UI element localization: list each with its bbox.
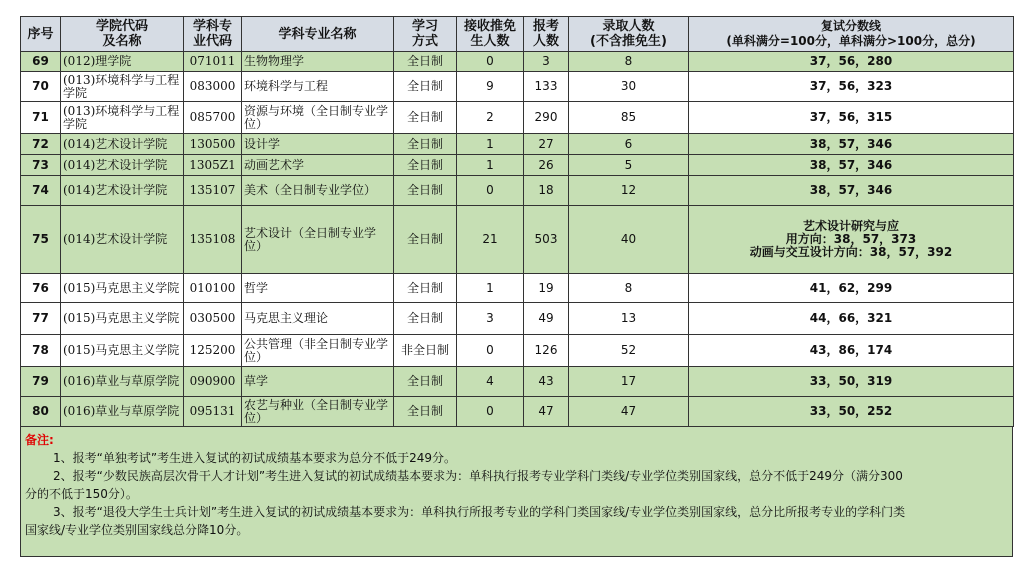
cell-index: 77 xyxy=(21,303,61,335)
cell-study-mode: 非全日制 xyxy=(394,335,457,367)
cell-study-mode: 全日制 xyxy=(394,367,457,397)
cell-retest-score: 33，50，319 xyxy=(689,367,1014,397)
table-row xyxy=(21,52,1014,72)
cell-college: (016)草业与草原学院 xyxy=(61,397,184,427)
admission-score-table xyxy=(20,16,1014,427)
cell-major-code: 083000 xyxy=(184,72,242,102)
cell-retest-score: 33，50，252 xyxy=(689,397,1014,427)
cell-index: 79 xyxy=(21,367,61,397)
cell-college: (013)环境科学与工程学院 xyxy=(61,72,184,102)
cell-recommended: 3 xyxy=(457,303,524,335)
cell-retest-score: 37，56，280 xyxy=(689,52,1014,72)
cell-college: (012)理学院 xyxy=(61,52,184,72)
cell-retest-score: 37，56，323 xyxy=(689,72,1014,102)
table-row xyxy=(21,102,1014,134)
note-3-line-2: 国家线/专业学位类别国家线总分降10分。 xyxy=(25,523,249,537)
cell-recommended: 1 xyxy=(457,155,524,176)
cell-major-code: 085700 xyxy=(184,102,242,134)
cell-admitted: 12 xyxy=(569,176,689,206)
cell-admitted: 17 xyxy=(569,367,689,397)
cell-major-code: 071011 xyxy=(184,52,242,72)
cell-major-code: 125200 xyxy=(184,335,242,367)
table-row xyxy=(21,367,1014,397)
table-row xyxy=(21,274,1014,303)
cell-admitted: 30 xyxy=(569,72,689,102)
cell-recommended: 0 xyxy=(457,176,524,206)
cell-admitted: 52 xyxy=(569,335,689,367)
cell-admitted: 13 xyxy=(569,303,689,335)
score-line: 动画与交互设计方向：38，57，392 xyxy=(749,245,953,259)
cell-major-code: 135108 xyxy=(184,206,242,274)
cell-major-name: 马克思主义理论 xyxy=(242,303,394,335)
cell-index: 73 xyxy=(21,155,61,176)
table-row xyxy=(21,155,1014,176)
cell-admitted: 8 xyxy=(569,52,689,72)
cell-major-name: 资源与环境（全日制专业学位） xyxy=(242,102,394,134)
cell-retest-score: 38，57，346 xyxy=(689,176,1014,206)
cell-major-name: 美术（全日制专业学位） xyxy=(242,176,394,206)
cell-college: (014)艺术设计学院 xyxy=(61,206,184,274)
cell-index: 72 xyxy=(21,134,61,155)
cell-major-name: 环境科学与工程 xyxy=(242,72,394,102)
cell-applicants: 503 xyxy=(524,206,569,274)
cell-admitted: 85 xyxy=(569,102,689,134)
header-recommended: 接收推免 生人数 xyxy=(457,17,524,52)
table-row xyxy=(21,303,1014,335)
cell-major-name: 生物物理学 xyxy=(242,52,394,72)
cell-applicants: 26 xyxy=(524,155,569,176)
cell-index: 70 xyxy=(21,72,61,102)
cell-major-code: 030500 xyxy=(184,303,242,335)
cell-applicants: 43 xyxy=(524,367,569,397)
cell-recommended: 4 xyxy=(457,367,524,397)
score-line: 艺术设计研究与应 xyxy=(802,219,899,233)
cell-study-mode: 全日制 xyxy=(394,52,457,72)
cell-index: 75 xyxy=(21,206,61,274)
cell-applicants: 3 xyxy=(524,52,569,72)
cell-major-code: 130500 xyxy=(184,134,242,155)
table-row xyxy=(21,335,1014,367)
cell-admitted: 5 xyxy=(569,155,689,176)
table-header-row xyxy=(21,17,1014,52)
cell-applicants: 27 xyxy=(524,134,569,155)
cell-college: (014)艺术设计学院 xyxy=(61,176,184,206)
cell-major-name: 动画艺术学 xyxy=(242,155,394,176)
cell-college: (014)艺术设计学院 xyxy=(61,155,184,176)
cell-college: (016)草业与草原学院 xyxy=(61,367,184,397)
cell-admitted: 40 xyxy=(569,206,689,274)
cell-admitted: 8 xyxy=(569,274,689,303)
cell-college: (015)马克思主义学院 xyxy=(61,335,184,367)
header-study-mode: 学习 方式 xyxy=(394,17,457,52)
cell-major-code: 090900 xyxy=(184,367,242,397)
cell-recommended: 2 xyxy=(457,102,524,134)
table-row xyxy=(21,72,1014,102)
cell-applicants: 47 xyxy=(524,397,569,427)
cell-retest-score: 37，56，315 xyxy=(689,102,1014,134)
cell-applicants: 133 xyxy=(524,72,569,102)
cell-study-mode: 全日制 xyxy=(394,274,457,303)
header-index: 序号 xyxy=(21,17,61,52)
cell-study-mode: 全日制 xyxy=(394,397,457,427)
score-line: 用方向：38，57，373 xyxy=(785,232,917,246)
cell-applicants: 290 xyxy=(524,102,569,134)
cell-retest-score: 44，66，321 xyxy=(689,303,1014,335)
note-1: 1、报考“单独考试”考生进入复试的初试成绩基本要求为总分不低于249分。 xyxy=(53,451,456,465)
cell-retest-score: 38，57，346 xyxy=(689,134,1014,155)
cell-admitted: 6 xyxy=(569,134,689,155)
table-row xyxy=(21,397,1014,427)
notes-section xyxy=(20,427,1013,557)
cell-study-mode: 全日制 xyxy=(394,134,457,155)
cell-recommended: 0 xyxy=(457,335,524,367)
note-2-line-1: 2、报考“少数民族高层次骨干人才计划”考生进入复试的初试成绩基本要求为：单科执行报考专业学科门类线/专业学位类别国家线，总分不低于249分（满分300 xyxy=(53,469,903,483)
cell-major-code: 095131 xyxy=(184,397,242,427)
cell-major-name: 艺术设计（全日制专业学位） xyxy=(242,206,394,274)
note-3-line-1: 3、报考“退役大学生士兵计划”考生进入复试的初试成绩基本要求为：单科执行所报考专业的学科门类国家线/专业学位类别国家线，总分比所报考专业的学科门类 xyxy=(53,505,906,519)
cell-applicants: 18 xyxy=(524,176,569,206)
cell-study-mode: 全日制 xyxy=(394,155,457,176)
cell-major-name: 哲学 xyxy=(242,274,394,303)
cell-index: 76 xyxy=(21,274,61,303)
notes-title: 备注: xyxy=(25,433,54,447)
cell-applicants: 126 xyxy=(524,335,569,367)
cell-index: 78 xyxy=(21,335,61,367)
header-college: 学院代码 及名称 xyxy=(61,17,184,52)
cell-index: 74 xyxy=(21,176,61,206)
cell-study-mode: 全日制 xyxy=(394,102,457,134)
cell-major-name: 草学 xyxy=(242,367,394,397)
cell-college: (014)艺术设计学院 xyxy=(61,134,184,155)
cell-major-code: 1305Z1 xyxy=(184,155,242,176)
cell-applicants: 49 xyxy=(524,303,569,335)
cell-recommended: 0 xyxy=(457,397,524,427)
cell-major-code: 010100 xyxy=(184,274,242,303)
table-row xyxy=(21,206,1014,274)
cell-major-name: 农艺与种业（全日制专业学位） xyxy=(242,397,394,427)
cell-major-code: 135107 xyxy=(184,176,242,206)
cell-recommended: 1 xyxy=(457,274,524,303)
cell-recommended: 21 xyxy=(457,206,524,274)
cell-recommended: 9 xyxy=(457,72,524,102)
cell-study-mode: 全日制 xyxy=(394,206,457,274)
cell-index: 69 xyxy=(21,52,61,72)
header-retest-score: 复试分数线 (单科满分=100分，单科满分>100分，总分) xyxy=(689,17,1014,52)
cell-study-mode: 全日制 xyxy=(394,72,457,102)
cell-college: (015)马克思主义学院 xyxy=(61,274,184,303)
cell-major-name: 设计学 xyxy=(242,134,394,155)
header-major-code: 学科专 业代码 xyxy=(184,17,242,52)
header-applicants: 报考 人数 xyxy=(524,17,569,52)
cell-recommended: 0 xyxy=(457,52,524,72)
table-row xyxy=(21,176,1014,206)
cell-college: (015)马克思主义学院 xyxy=(61,303,184,335)
admission-table-container xyxy=(20,16,1013,557)
cell-retest-score: 43，86，174 xyxy=(689,335,1014,367)
cell-study-mode: 全日制 xyxy=(394,176,457,206)
cell-study-mode: 全日制 xyxy=(394,303,457,335)
cell-retest-score: 41，62，299 xyxy=(689,274,1014,303)
cell-college: (013)环境科学与工程学院 xyxy=(61,102,184,134)
cell-applicants: 19 xyxy=(524,274,569,303)
cell-major-name: 公共管理（非全日制专业学位） xyxy=(242,335,394,367)
cell-index: 71 xyxy=(21,102,61,134)
note-2-line-2: 分的不低于150分）。 xyxy=(25,487,138,501)
header-major-name: 学科专业名称 xyxy=(242,17,394,52)
cell-index: 80 xyxy=(21,397,61,427)
cell-retest-score: 38，57，346 xyxy=(689,155,1014,176)
header-admitted: 录取人数 (不含推免生) xyxy=(569,17,689,52)
cell-admitted: 47 xyxy=(569,397,689,427)
cell-recommended: 1 xyxy=(457,134,524,155)
cell-retest-score xyxy=(689,206,1014,274)
table-row xyxy=(21,134,1014,155)
